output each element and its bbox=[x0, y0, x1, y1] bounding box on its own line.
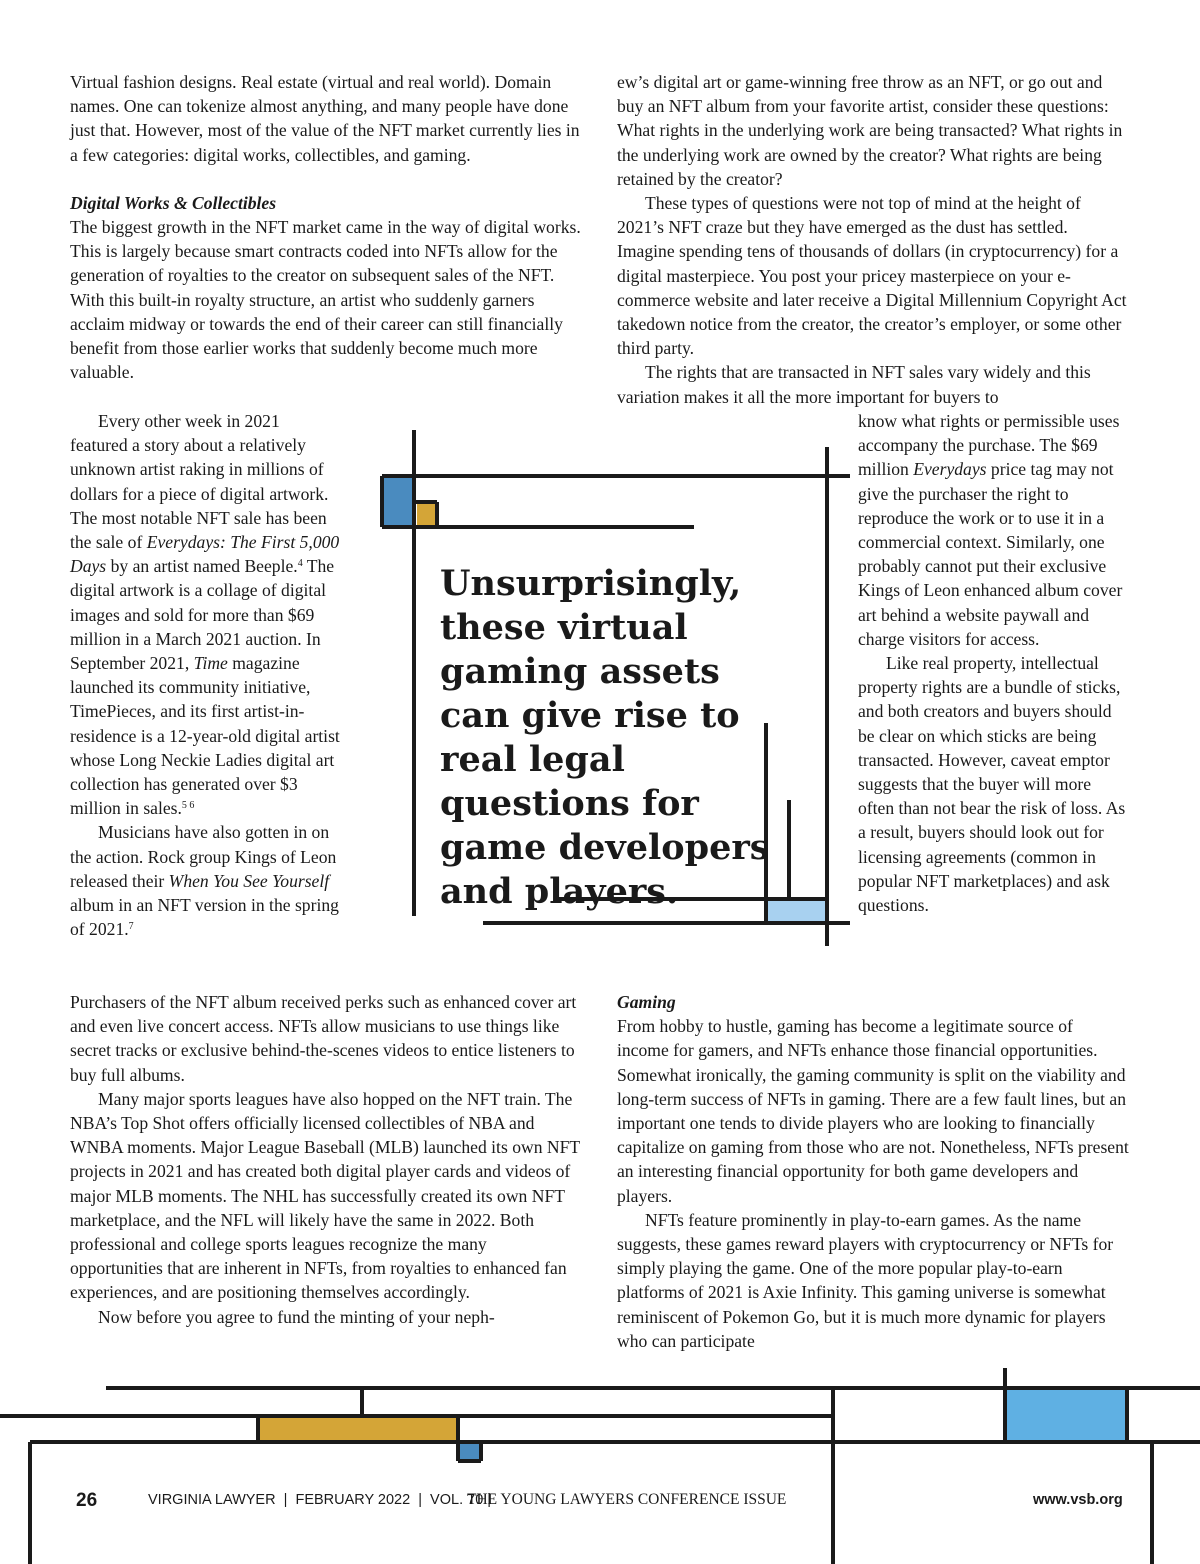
text-run: album in an NFT version in the spring of 2021. bbox=[70, 895, 339, 940]
intro-paragraph: Virtual fashion designs. Real estate (virtual and real world). Domain names. One can tokenize almost anything, and many people have done just that. However, most of the value of the NFT market currently lies in a few categories: digital works, collectibles, and gaming. bbox=[70, 72, 580, 165]
right-column-narrow bbox=[858, 409, 1130, 917]
pull-quote: Unsurprisingly, these virtual gaming assets can give rise to real legal questions for game developers and players. bbox=[440, 563, 770, 912]
rights-paragraph-bottom bbox=[858, 409, 1130, 651]
blue-box-footer bbox=[1005, 1388, 1127, 1440]
gold-square-top bbox=[417, 504, 437, 527]
text-run: Musicians have also gotten in on the action. Rock group Kings of Leon released their bbox=[70, 822, 337, 891]
gold-bar-footer bbox=[258, 1416, 458, 1441]
footnote-ref: 5 6 bbox=[181, 800, 195, 812]
musicians-paragraph bbox=[70, 820, 340, 941]
issue-title: THE YOUNG LAWYERS CONFERENCE ISSUE bbox=[467, 1491, 787, 1508]
website: www.vsb.org bbox=[1033, 1492, 1123, 1508]
album-title: When You See Yourself bbox=[168, 870, 330, 891]
like-real-property-paragraph: Like real property, intellectual property rights are a bundle of sticks, and both creators and buyers should be clear on which sticks are being transacted. However, caveat emptor suggests that the buyer will more often than not bear the risk of loss. As a result, buyers should look out for licensing agreements (common in popular NFT marketplaces) and ask questions. bbox=[858, 653, 1126, 916]
play-to-earn-paragraph: NFTs feature prominently in play-to-earn games. As the name suggests, these games reward players with cryptocurrency or NFTs for simply playing the game. One of the more popular play-to-earn platforms of 2021 is Axie Infinity. This gaming universe is somewhat reminiscent of Pokemon Go, but it is much more dynamic for players who can participate bbox=[617, 1209, 1114, 1351]
masthead: VIRGINIA LAWYER | FEBRUARY 2022 | VOL. 70 | bbox=[148, 1492, 492, 1508]
sports-paragraph: Many major sports leagues have also hopped on the NFT train. The NBA’s Top Shot offers officially licensed collectibles of NBA and WNBA moments. Major League Baseball (MLB) launched its own NFT projects in 2021 and has created both digital player cards and videos of major MLB moments. The NHL has successfully created its own NFT marketplace, and the NFL will likely have the same in 2022. Both professional and college sports leagues recognize the many opportunities that are inherent in NFTs, from royalties to enhanced fan experiences, and are positioning themselves accordingly. bbox=[70, 1088, 580, 1303]
page-number: 26 bbox=[76, 1490, 98, 1511]
hobby-paragraph: From hobby to hustle, gaming has become a legitimate source of income for gamers, and NFTs enhance those financial opportunities. Somewhat ironically, the gaming community is split on the viability and long-term success of NFTs in gaming. There are a few fault lines, but an important one tends to divide players who are looking to financially capitalize on gaming from those who are not. Nonetheless, NFTs present an interesting financial opportunity for both game developers and players. bbox=[617, 1016, 1129, 1206]
text-run: magazine launched its community initiative, TimePieces, and its first artist-in-residence is a 12-year-old digital artist whose Long Neckie Ladies digital art collection has generated over $3 million in sales. bbox=[70, 653, 340, 819]
continued-paragraph: ew’s digital art or game-winning free throw as an NFT, or go out and buy an NFT album from your favorite artist, consider these questions: What rights in the underlying work are being transacted? What rights in the underlying work are owned by the creator? What rights are being retained by the creator? bbox=[617, 72, 1123, 189]
text-run: The digital artwork is a collage of digital images and sold for more than $69 million in a March 2021 auction. In September 2021, bbox=[70, 556, 335, 674]
footnote-ref: 4 bbox=[297, 558, 303, 570]
gaming-heading: Gaming bbox=[617, 992, 676, 1012]
text-run: Every other week in 2021 featured a story about a relatively unknown artist raking in millions of dollars for a piece of digital artwork. The most notable NFT sale has been the sale of bbox=[70, 411, 329, 553]
everydays-title: Everydays: The First 5,000 Days bbox=[70, 532, 340, 577]
text-run: know what rights or permissible uses accompany the purchase. The $69 million bbox=[858, 411, 1120, 480]
left-column-top bbox=[70, 70, 582, 384]
left-column-bottom bbox=[70, 990, 582, 1329]
right-column-bottom bbox=[617, 990, 1129, 1353]
text-run: price tag may not give the purchaser the right to reproduce the work or to use it in a commercial context. Similarly, one probably cannot put their exclusive Kings of Leon enhanced album cover art behind a website paywall and charge visitors for access. bbox=[858, 459, 1123, 649]
left-column-narrow bbox=[70, 409, 340, 941]
right-column-top bbox=[617, 70, 1129, 409]
small-blue-square-footer bbox=[458, 1441, 480, 1461]
time-title: Time bbox=[193, 653, 228, 674]
rights-paragraph-top: The rights that are transacted in NFT sales vary widely and this variation makes it all the more important for buyers to bbox=[617, 362, 1091, 407]
digital-works-heading: Digital Works & Collectibles bbox=[70, 192, 277, 213]
every-other-week-paragraph bbox=[70, 409, 340, 820]
these-types-paragraph: These types of questions were not top of mind at the height of 2021’s NFT craze but they have emerged as the dust has settled. Imagine spending tens of thousands of dollars (in cryptocurrency) for a digital masterpiece. You post your pricey masterpiece on your e-commerce website and later receive a Digital Millennium Copyright Act takedown notice from the creator, the creator’s employer, or some other third party. bbox=[617, 193, 1127, 359]
text-run: by an artist named Beeple. bbox=[106, 556, 298, 577]
blue-square-top bbox=[384, 476, 415, 527]
growth-paragraph: The biggest growth in the NFT market came in the way of digital works. This is largely because smart contracts coded into NFTs allow for the generation of royalties to the creator on subsequent sales of the NFT. With this built-in royalty structure, an artist who suddenly garners acclaim midway or towards the end of their career can still financially benefit from those earlier works that suddenly become much more valuable. bbox=[70, 217, 581, 383]
footnote-ref: 7 bbox=[128, 921, 134, 933]
purchasers-paragraph: Purchasers of the NFT album received perks such as enhanced cover art and even live concert access. NFTs allow musicians to use things like secret tracks or exclusive behind-the-scenes videos to entice listeners to buy full albums. bbox=[70, 992, 577, 1085]
now-before-paragraph: Now before you agree to fund the minting of your neph- bbox=[98, 1306, 495, 1327]
everydays-title: Everydays bbox=[913, 459, 987, 480]
